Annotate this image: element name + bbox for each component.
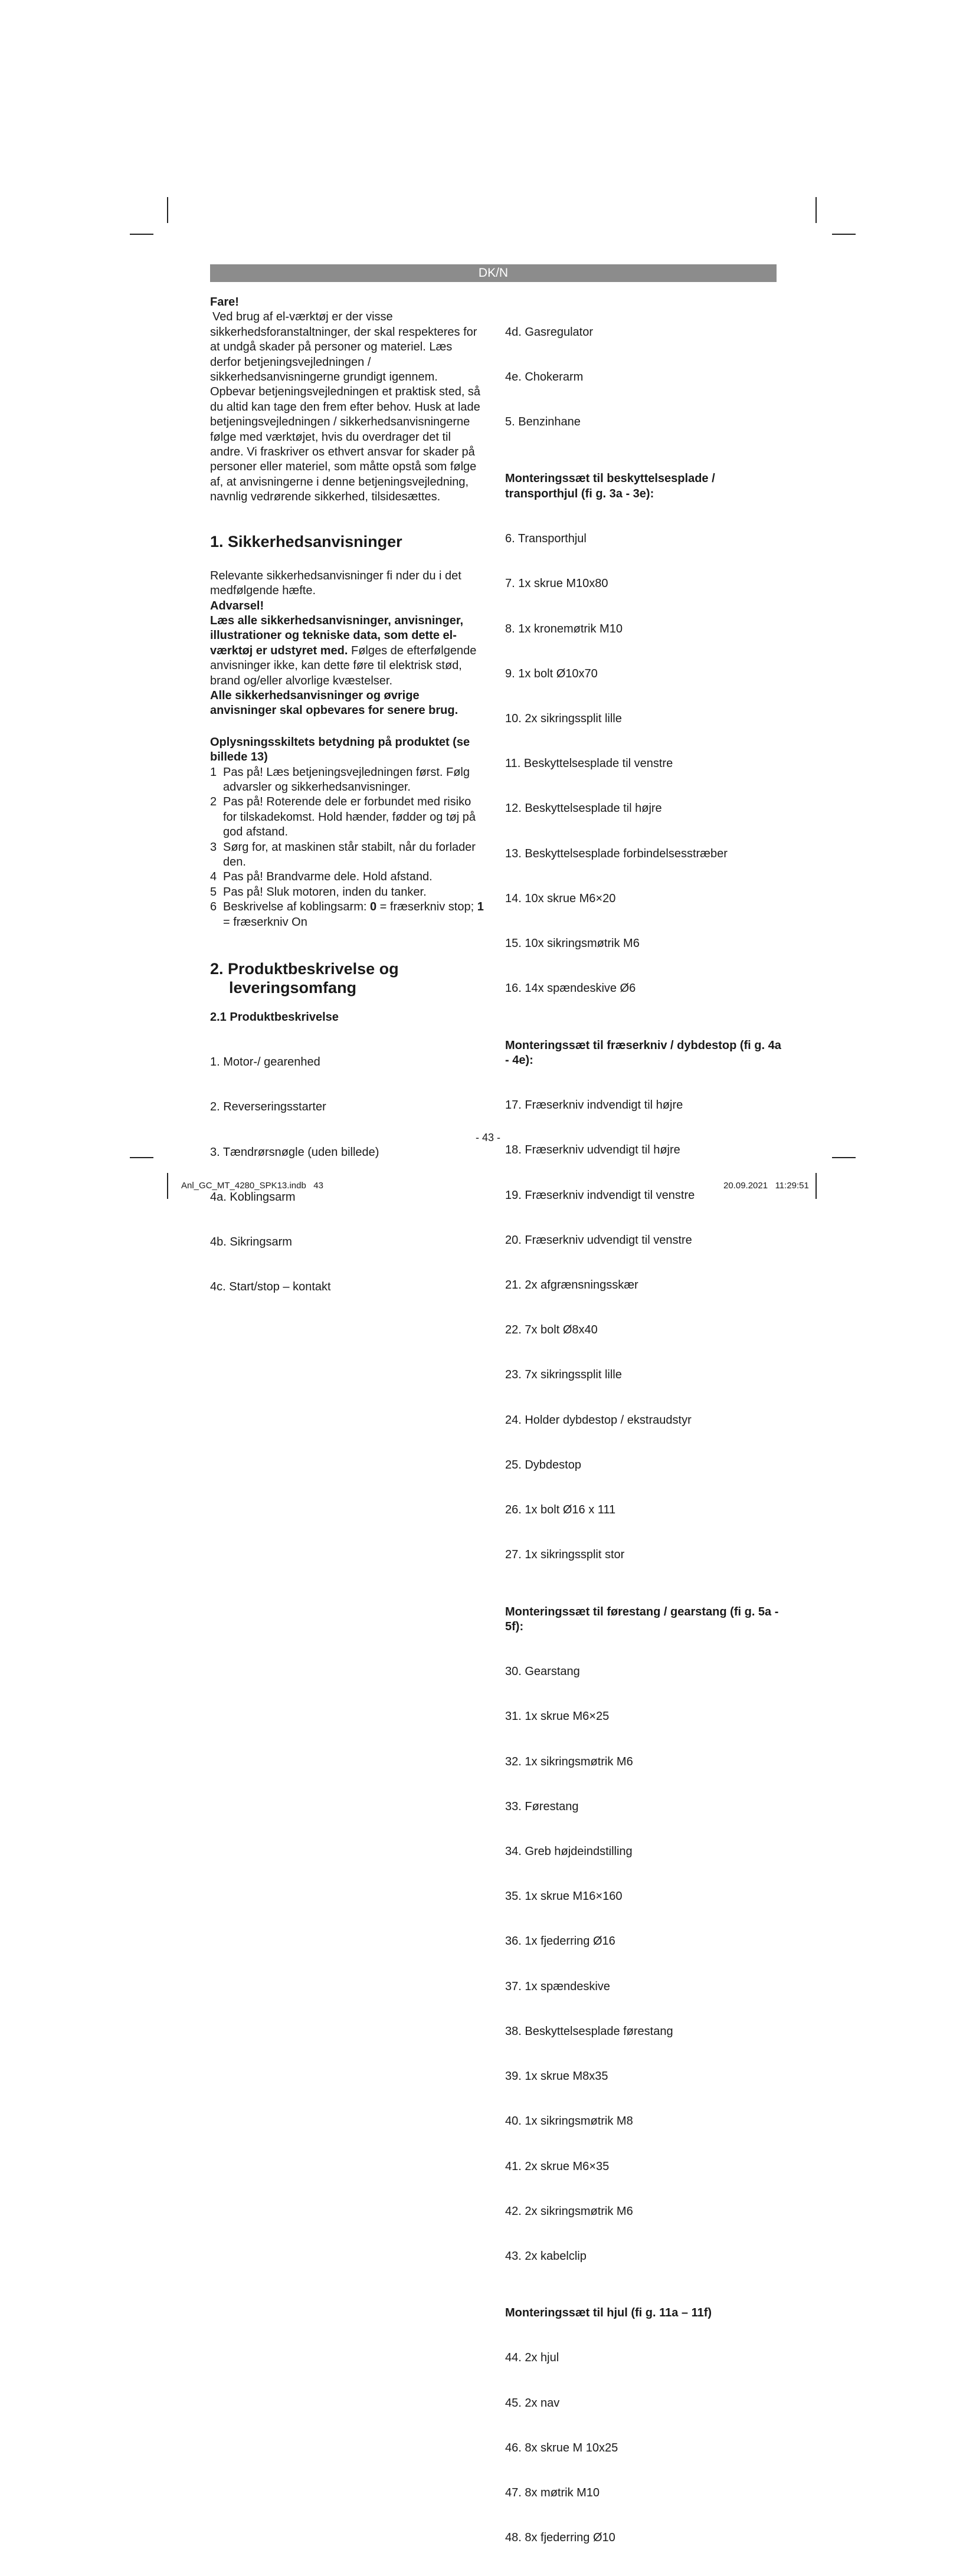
crop-mark xyxy=(167,1173,168,1199)
list-item: 13. Beskyttelsesplade forbindelsesstræber xyxy=(505,847,728,860)
kit3-title: Monteringssæt til førestang / gearstang (fi g. 5a - 5f): xyxy=(505,1605,779,1633)
danger-title: Fare! xyxy=(210,296,239,309)
warning-paragraph xyxy=(210,614,484,689)
list-item: 14. 10x skrue M6×20 xyxy=(505,892,616,905)
language-label: DK/N xyxy=(478,266,509,280)
crop-mark xyxy=(167,197,168,223)
list-item: 21. 2x afgrænsningsskær xyxy=(505,1279,638,1292)
list-item: 34. Greb højdeindstilling xyxy=(505,1845,633,1859)
list-item: 27. 1x sikringssplit stor xyxy=(505,1548,625,1562)
list-item: 47. 8x møtrik M10 xyxy=(505,2486,600,2500)
footer-datetime: 20.09.2021 11:29:51 xyxy=(723,1181,809,1191)
kit2-title: Monteringssæt til fræserkniv / dybdestop (fi g. 4a - 4e): xyxy=(505,1038,781,1067)
product-list-continued xyxy=(505,295,782,460)
kit2-list xyxy=(505,1068,782,1592)
list-item: 23. 7x sikringssplit lille xyxy=(505,1368,622,1382)
warning-text: Følges de efterfølgende anvisninger ikke, kan dette føre til elektrisk stød, brand og/eller alvorlige kvæstelser. xyxy=(210,644,477,687)
list-item: 1. Motor-/ gearenhed xyxy=(210,1056,320,1069)
list-item: 8. 1x kronemøtrik M10 xyxy=(505,622,623,635)
list-item: 32. 1x sikringsmøtrik M6 xyxy=(505,1755,633,1768)
list-item: 10. 2x sikringssplit lille xyxy=(505,712,622,725)
kit1-list xyxy=(505,502,782,1026)
language-header-bar xyxy=(210,264,777,282)
page-number: - 43 - xyxy=(475,1132,500,1143)
crop-mark xyxy=(832,234,856,235)
list-item: 3 Sørg for, at maskinen står stabilt, når du forlader den. xyxy=(210,840,476,869)
list-item: 4d. Gasregulator xyxy=(505,325,593,339)
list-item: 36. 1x fjederring Ø16 xyxy=(505,1935,615,1948)
crop-mark xyxy=(130,1157,153,1158)
list-item: 4a. Koblingsarm xyxy=(210,1190,296,1204)
section2-title: 2. Produktbeskrivelse og leveringsomfang xyxy=(210,960,399,997)
kit3-list xyxy=(505,1634,782,2294)
list-item: 43. 2x kabelclip xyxy=(505,2250,587,2263)
crop-mark xyxy=(130,234,153,235)
label-section-title: Oplysningsskiltets betydning på produktet (se billede 13) xyxy=(210,735,470,764)
list-item: 3. Tændrørsnøgle (uden billede) xyxy=(210,1145,379,1159)
list-item: 40. 1x sikringsmøtrik M8 xyxy=(505,2115,633,2128)
list-item: 5. Benzinhane xyxy=(505,415,581,429)
right-column xyxy=(505,295,782,2576)
list-item: 30. Gearstang xyxy=(505,1665,580,1679)
warning-keep: Alle sikkerhedsanvisninger og øvrige anvisninger skal opbevares for senere brug. xyxy=(210,689,458,717)
kit1-title: Monteringssæt til beskyttelsesplade / transporthjul (fi g. 3a - 3e): xyxy=(505,472,715,500)
list-item: 4 Pas på! Brandvarme dele. Hold afstand. xyxy=(210,870,433,884)
list-item: 35. 1x skrue M16×160 xyxy=(505,1890,623,1903)
section1-intro: Relevante sikkerhedsanvisninger fi nder du i det medfølgende hæfte. xyxy=(210,569,461,598)
list-item: 1 Pas på! Læs betjeningsvejledningen først. Følg advarsler og sikkerhedsanvisninger. xyxy=(210,765,470,794)
list-item: 38. Beskyttelsesplade førestang xyxy=(505,2024,673,2038)
crop-mark xyxy=(832,1157,856,1158)
list-item: 18. Fræserkniv udvendigt til højre xyxy=(505,1143,680,1157)
list-item: 26. 1x bolt Ø16 x 111 xyxy=(505,1503,616,1517)
list-item: 44. 2x hjul xyxy=(505,2351,559,2365)
warning-bold-text: Læs alle sikkerhedsanvisninger, anvisninger, illustrationer og tekniske data, som dette el-værktøj er udstyret med. xyxy=(210,614,464,657)
list-item: 41. 2x skrue M6×35 xyxy=(505,2159,610,2173)
kit4-list xyxy=(505,2321,782,2576)
list-item: 11. Beskyttelsesplade til venstre xyxy=(505,757,673,771)
left-column xyxy=(210,295,484,1325)
list-item: 42. 2x sikringsmøtrik M6 xyxy=(505,2204,633,2218)
kit4-title: Monteringssæt til hjul (fi g. 11a – 11f) xyxy=(505,2306,712,2320)
list-item: 15. 10x sikringsmøtrik M6 xyxy=(505,937,640,951)
footer-file-name: Anl_GC_MT_4280_SPK13.indb 43 xyxy=(181,1181,323,1191)
list-item: 4b. Sikringsarm xyxy=(210,1235,292,1249)
warning-title: Advarsel! xyxy=(210,599,264,612)
list-item: 45. 2x nav xyxy=(505,2396,560,2410)
list-item: 46. 8x skrue M 10x25 xyxy=(505,2441,618,2454)
product-list xyxy=(210,1025,484,1325)
list-item: 22. 7x bolt Ø8x40 xyxy=(505,1323,598,1337)
list-item: 6 Beskrivelse af koblingsarm: 0 = fræserkniv stop; 1 = fræserkniv On xyxy=(210,900,484,929)
danger-text: Ved brug af el-værktøj er der visse sikkerhedsforanstaltninger, der skal respekteres for at undgå skader på personer og materiel. Læs derfor betjeningsvejledningen / sikkerhedsanvisningerne grundigt igennem. Opbevar betjeningsvejledningen et praktisk sted, så du altid kan tage den frem efter behov. Husk at lade betjeningsvejledningen / sikkerhedsanvisningerne følge med værktøjet, hvis du overdrager det til andre. Vi fraskriver os ethvert ansvar for skader på personer eller materiel, som måtte opstå som følge af, at anvisningerne i denne betjeningsvejledning, navnlig vedrørende sikkerhed, tilsidesættes. xyxy=(210,310,481,504)
list-item: 9. 1x bolt Ø10x70 xyxy=(505,667,598,680)
list-item: 25. Dybdestop xyxy=(505,1458,581,1471)
list-item: 2 Pas på! Roterende dele er forbundet med risiko for tilskadekomst. Hold hænder, fødder og tøj på god afstand. xyxy=(210,795,476,839)
subsection-2-1-title: 2.1 Produktbeskrivelse xyxy=(210,1011,339,1024)
list-item: 37. 1x spændeskive xyxy=(505,1979,610,1993)
list-item: 6. Transporthjul xyxy=(505,532,587,546)
label-list xyxy=(210,765,484,930)
list-item: 20. Fræserkniv udvendigt til venstre xyxy=(505,1233,692,1247)
list-item: 19. Fræserkniv indvendigt til venstre xyxy=(505,1188,695,1202)
list-item: 17. Fræserkniv indvendigt til højre xyxy=(505,1099,683,1112)
list-item: 24. Holder dybdestop / ekstraudstyr xyxy=(505,1413,692,1427)
list-item: 31. 1x skrue M6×25 xyxy=(505,1710,610,1723)
list-item: 16. 14x spændeskive Ø6 xyxy=(505,982,636,995)
crop-mark xyxy=(815,197,817,223)
list-item: 4e. Chokerarm xyxy=(505,371,584,384)
crop-mark xyxy=(815,1173,817,1199)
section1-title: 1. Sikkerhedsanvisninger xyxy=(210,532,402,550)
list-item: 12. Beskyttelsesplade til højre xyxy=(505,802,662,815)
list-item: 4c. Start/stop – kontakt xyxy=(210,1280,331,1294)
list-item: 2. Reverseringsstarter xyxy=(210,1100,326,1114)
list-item: 48. 8x fjederring Ø10 xyxy=(505,2531,615,2545)
list-item: 5 Pas på! Sluk motoren, inden du tanker. xyxy=(210,885,427,899)
list-item: 39. 1x skrue M8x35 xyxy=(505,2070,608,2083)
list-item: 7. 1x skrue M10x80 xyxy=(505,577,608,591)
list-item: 33. Førestang xyxy=(505,1800,579,1813)
